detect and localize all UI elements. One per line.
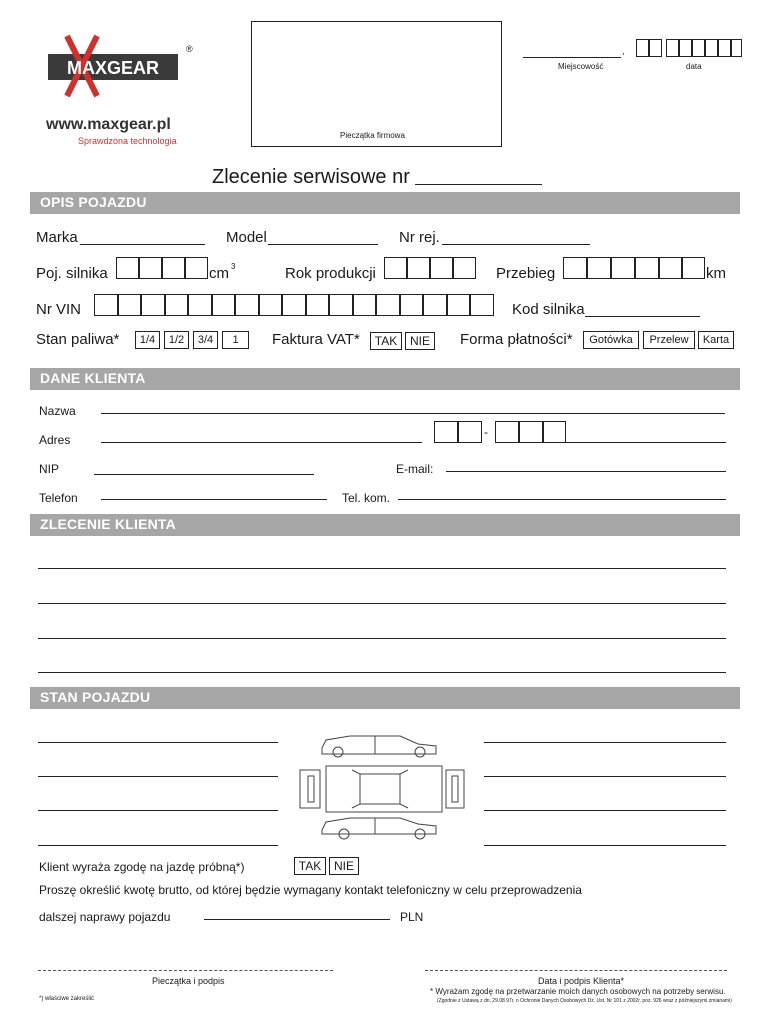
form-title: Zlecenie serwisowe nr: [212, 166, 410, 188]
condition-note-line[interactable]: [38, 845, 278, 846]
mileage-label: Przebieg: [496, 265, 556, 282]
amount-field[interactable]: [204, 919, 390, 920]
car-outline-icon: [290, 726, 470, 846]
payment-transfer[interactable]: Przelew: [643, 331, 695, 349]
date-label: data: [686, 62, 702, 71]
currency-label: PLN: [400, 910, 424, 924]
fuel-option-three-quarters[interactable]: 3/4: [193, 331, 218, 349]
place-label: Miejscowość: [558, 62, 604, 71]
vin-cells[interactable]: [94, 294, 494, 316]
section-condition: [30, 687, 740, 709]
order-line[interactable]: [38, 568, 726, 569]
client-name-field[interactable]: [101, 413, 725, 414]
fuel-label: Stan paliwa*: [36, 331, 120, 348]
phone-label: Telefon: [39, 491, 78, 505]
condition-note-line[interactable]: [484, 776, 726, 777]
client-address-label: Adres: [39, 433, 71, 447]
law-reference: (Zgodnie z Ustawą z dn. 29.08.97r. o Ochronie Danych Osobowych Dz. Ust. Nr 101 z 2002r. poz. 926 wraz z późniejszymi zmianami): [437, 998, 732, 1004]
test-drive-yes[interactable]: TAK: [294, 857, 326, 875]
car-damage-diagram[interactable]: [290, 726, 470, 846]
mobile-field[interactable]: [398, 499, 726, 500]
cm3-exponent: 3: [231, 262, 236, 271]
cm3-unit: cm: [209, 265, 229, 282]
postcode-dash: -: [484, 425, 488, 439]
order-line[interactable]: [38, 603, 726, 604]
section-vehicle-title: OPIS POJAZDU: [40, 194, 147, 210]
client-sign-line[interactable]: [425, 970, 727, 971]
fuel-option-full[interactable]: 1: [222, 331, 249, 349]
footnote: *) właściwe zakreślić: [39, 996, 95, 1002]
company-stamp-box[interactable]: [251, 21, 502, 147]
prod-year-cells[interactable]: [384, 257, 476, 279]
client-sign-label: Data i podpis Klienta*: [538, 976, 625, 986]
section-order: [30, 514, 740, 536]
engine-code-field[interactable]: [585, 316, 700, 317]
condition-note-line[interactable]: [38, 810, 278, 811]
engine-cap-cells[interactable]: [116, 257, 208, 279]
mobile-label: Tel. kom.: [342, 491, 391, 505]
company-stamp-label: Pieczątka firmowa: [340, 131, 405, 140]
client-name-label: Nazwa: [39, 404, 76, 418]
place-separator: ,: [622, 46, 625, 56]
amount-text-line2: dalszej naprawy pojazdu: [39, 910, 171, 924]
section-client: [30, 368, 740, 390]
tagline: Sprawdzona technologia: [78, 136, 177, 146]
make-label: Marka: [36, 229, 78, 246]
stamp-sign-line[interactable]: [38, 970, 333, 971]
engine-code-label: Kod silnika: [512, 301, 585, 318]
test-drive-label: Klient wyraża zgodę na jazdę próbną*): [39, 860, 245, 874]
nip-label: NIP: [39, 462, 60, 476]
fuel-option-half[interactable]: 1/2: [164, 331, 189, 349]
model-label: Model: [226, 229, 267, 246]
email-label: E-mail:: [396, 462, 434, 476]
registered-mark: ®: [186, 44, 193, 54]
condition-note-line[interactable]: [484, 845, 726, 846]
prod-year-label: Rok produkcji: [285, 265, 376, 282]
engine-cap-label: Poj. silnika: [36, 265, 108, 282]
place-field[interactable]: [523, 57, 621, 58]
km-unit: km: [706, 265, 726, 282]
phone-field[interactable]: [101, 499, 327, 500]
vin-label: Nr VIN: [36, 301, 81, 318]
consent-text: * Wyrażam zgodę na przetwarzanie moich danych osobowych na potrzeby serwisu.: [430, 987, 726, 996]
reg-no-field[interactable]: [442, 244, 590, 245]
nip-field[interactable]: [94, 474, 314, 475]
vat-label: Faktura VAT*: [272, 331, 360, 348]
order-line[interactable]: [38, 638, 726, 639]
website-link[interactable]: www.maxgear.pl: [46, 116, 171, 133]
amount-text-line1: Proszę określić kwotę brutto, od której będzie wymagany kontakt telefoniczny w celu przeprowadzenia: [39, 883, 582, 897]
condition-note-line[interactable]: [38, 776, 278, 777]
mileage-cells[interactable]: [563, 257, 705, 279]
vat-yes[interactable]: TAK: [370, 332, 402, 350]
section-vehicle: [30, 192, 740, 214]
order-number-field[interactable]: [415, 184, 542, 185]
maxgear-logo-graphic: [45, 34, 195, 98]
client-address-field[interactable]: [101, 442, 422, 443]
date-cells[interactable]: [636, 39, 742, 57]
logo: [45, 34, 195, 98]
model-field[interactable]: [268, 244, 378, 245]
postcode-cells[interactable]: [434, 421, 566, 443]
test-drive-no[interactable]: NIE: [329, 857, 359, 875]
svg-text:MAXGEAR: MAXGEAR: [66, 58, 160, 78]
stamp-sign-label: Pieczątka i podpis: [152, 976, 225, 986]
payment-label: Forma płatności*: [460, 331, 573, 348]
make-field[interactable]: [80, 244, 205, 245]
condition-note-line[interactable]: [484, 810, 726, 811]
section-client-title: DANE KLIENTA: [40, 370, 146, 386]
email-field[interactable]: [446, 471, 726, 472]
vat-no[interactable]: NIE: [405, 332, 435, 350]
fuel-option-quarter[interactable]: 1/4: [135, 331, 160, 349]
condition-note-line[interactable]: [484, 742, 726, 743]
section-order-title: ZLECENIE KLIENTA: [40, 516, 176, 532]
payment-card[interactable]: Karta: [698, 331, 734, 349]
section-condition-title: STAN POJAZDU: [40, 689, 151, 705]
condition-note-line[interactable]: [38, 742, 278, 743]
order-line[interactable]: [38, 672, 726, 673]
client-city-field[interactable]: [566, 442, 726, 443]
payment-cash[interactable]: Gotówka: [583, 331, 639, 349]
reg-no-label: Nr rej.: [399, 229, 440, 246]
